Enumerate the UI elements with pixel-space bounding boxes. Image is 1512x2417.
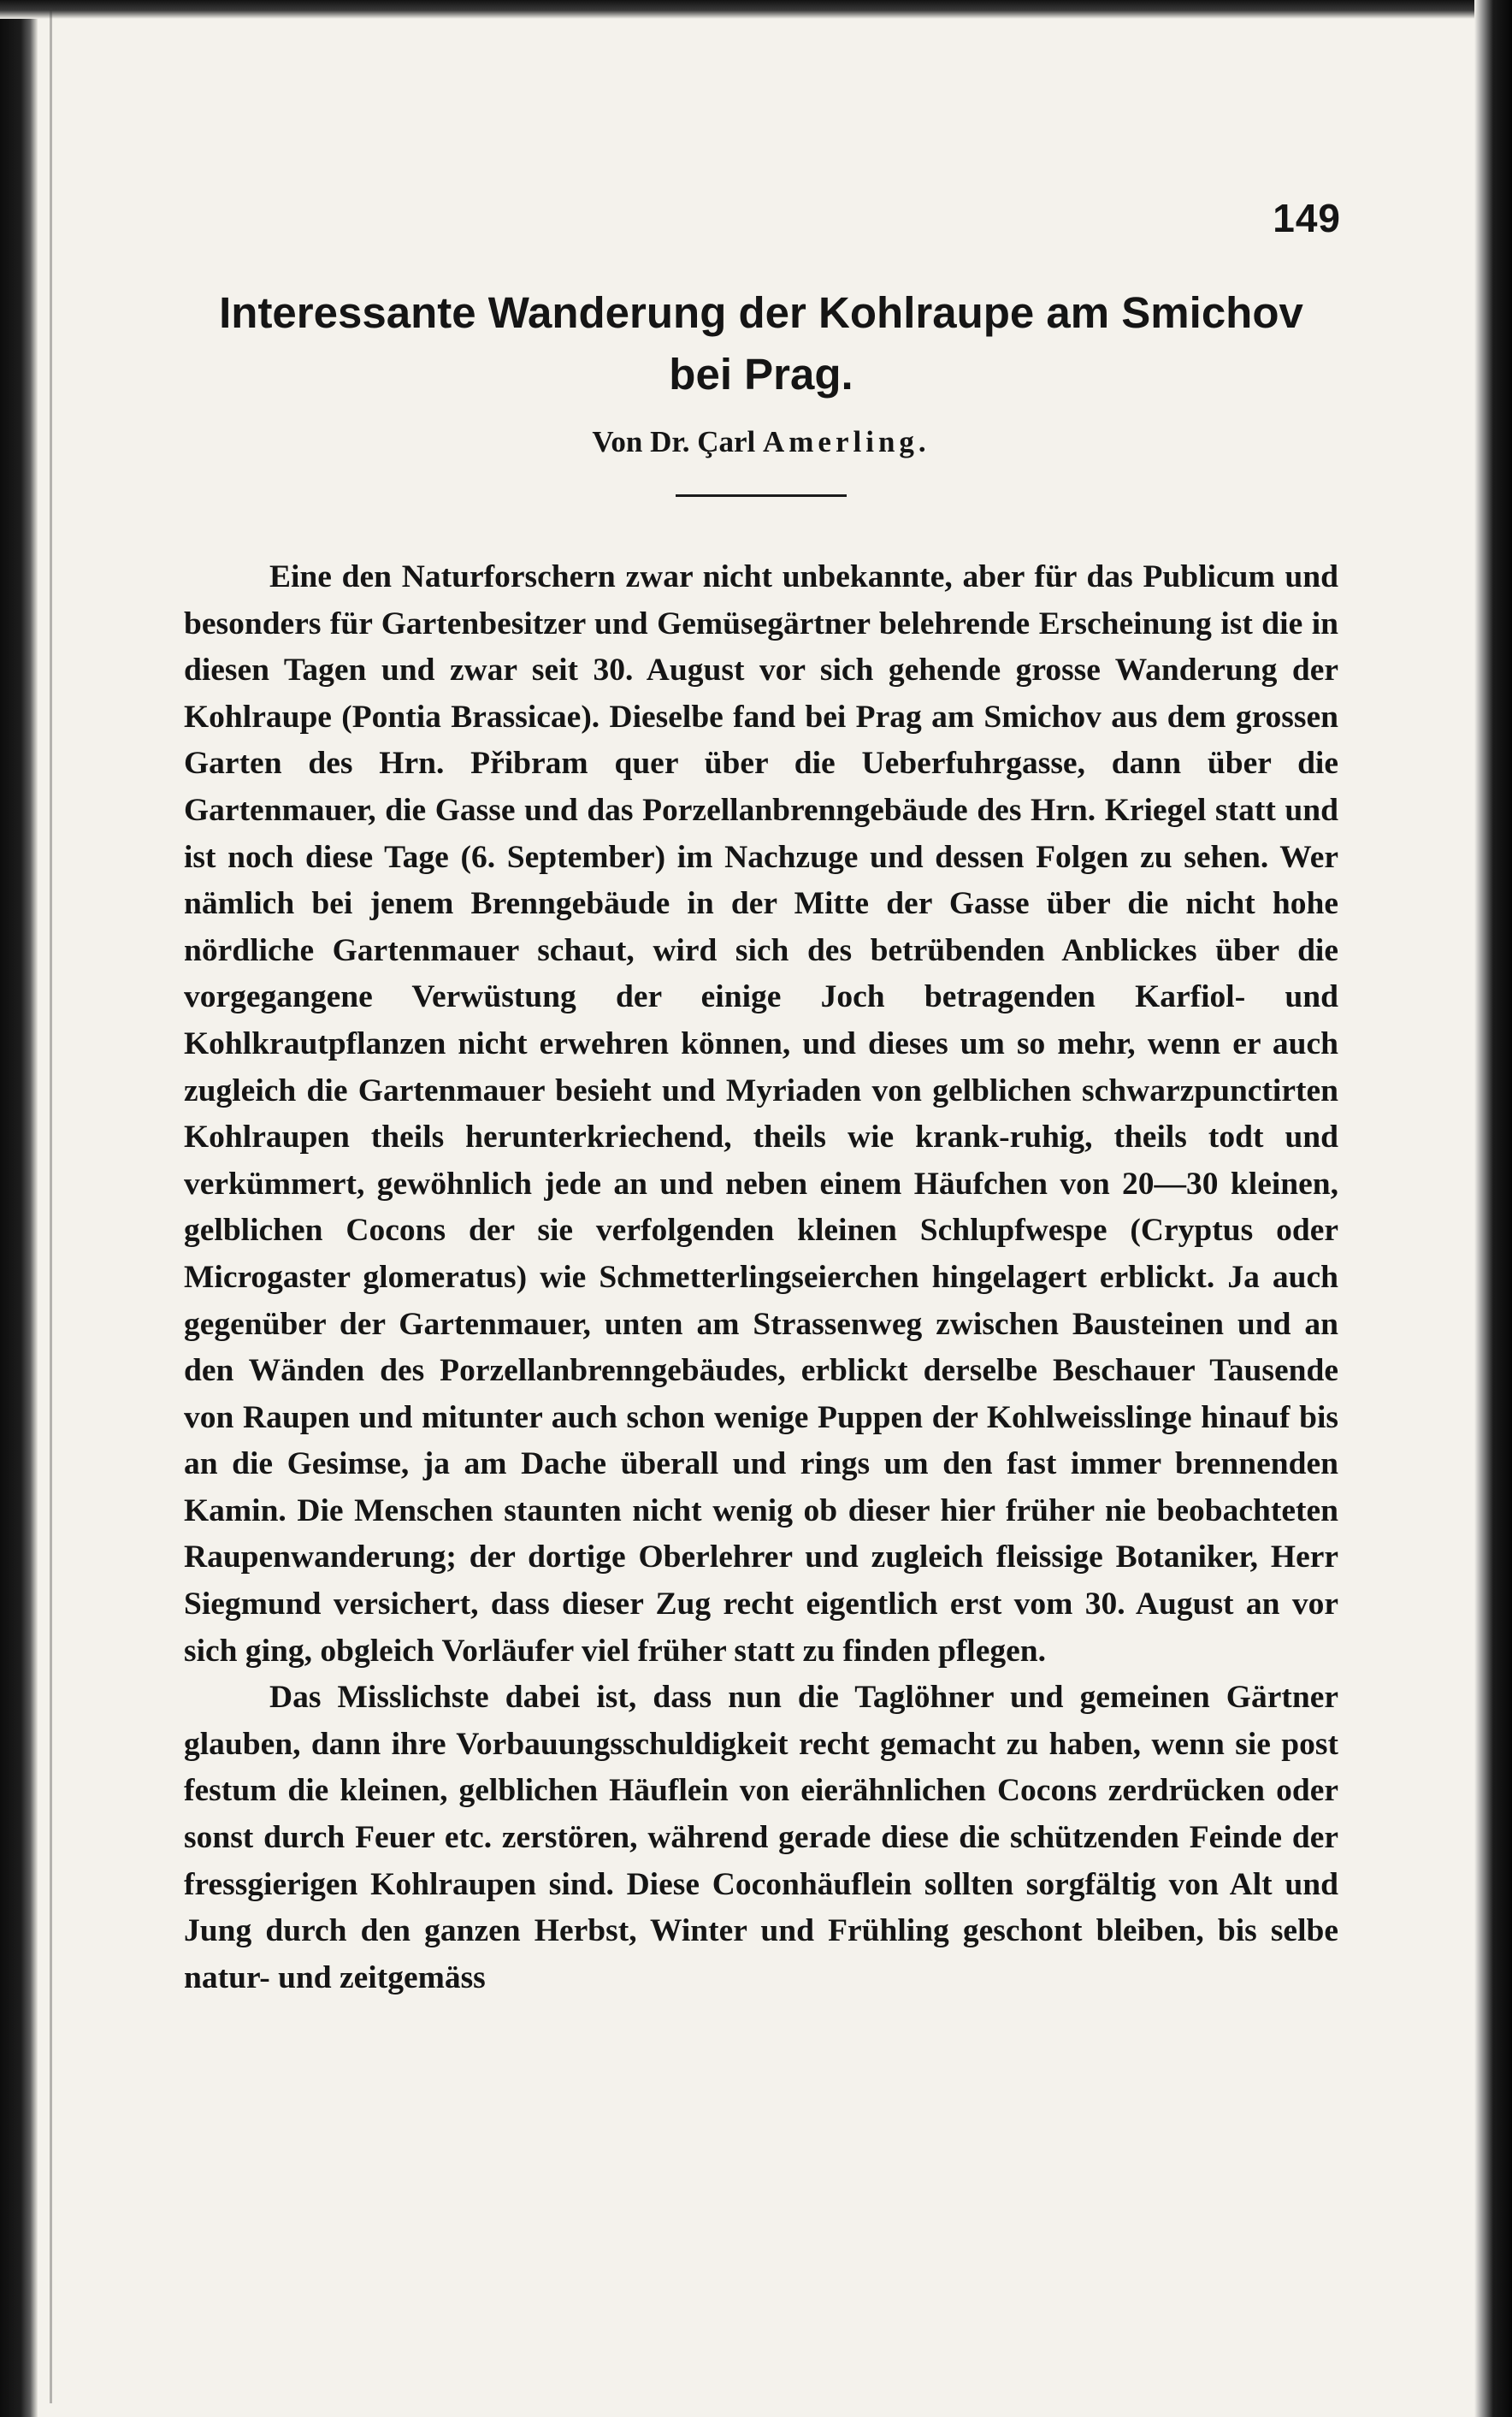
scan-left-edge — [0, 0, 38, 2417]
byline-prefix: Von Dr. Çarl — [592, 425, 756, 458]
page-fold-line — [50, 9, 52, 2403]
title-separator-rule — [676, 494, 847, 497]
paragraph-2: Das Misslichste dabei ist, dass nun die Taglöhner und gemeinen Gärtner glauben, dann ihre Vorbauungsschuldigkeit recht gemacht zu haben, wenn sie post festum die kleinen, gelblichen Häuflein von eierähnlichen Cocons zerdrücken oder sonst durch Feuer etc. zerstören, während gerade diese die schützenden Feinde der fressgierigen Kohlraupen sind. Diese Coconhäuflein sollten sorgfältig von Alt und Jung durch den ganzen Herbst, Winter und Frühling geschont bleiben, bis selbe natur- und zeitgemäss — [184, 1680, 1338, 1995]
scan-right-edge — [1474, 0, 1512, 2417]
author-byline — [184, 425, 1338, 459]
scan-top-edge — [0, 0, 1512, 19]
article-body — [184, 554, 1338, 2001]
paragraph-1: Eine den Naturforschern zwar nicht unbekannte, aber für das Publicum und besonders für Gartenbesitzer und Gemüsegärtner belehrende Erscheinung ist die in diesen Tagen und zwar seit 30. August vor sich gehende grosse Wanderung der Kohlraupe (Pontia Brassicae). Dieselbe fand bei Prag am Smichov aus dem grossen Garten des Hrn. Přibram quer über die Ueberfuhrgasse, dann über die Gartenmauer, die Gasse und das Porzellanbrenngebäude des Hrn. Kriegel statt und ist noch diese Tage (6. September) im Nachzuge und dessen Folgen zu sehen. Wer nämlich bei jenem Brenngebäude in der Mitte der Gasse über die nicht hohe nördliche Gartenmauer schaut, wird sich des betrübenden Anblickes über die vorgegangene Verwüstung der einige Joch betragenden Karfiol- und Kohlkrautpflanzen nicht erwehren können, und dieses um so mehr, wenn er auch zugleich die Gartenmauer besieht und Myriaden von gelblichen schwarzpunctirten Kohlraupen theils herunterkriechend, theils wie krank-ruhig, theils todt und verkümmert, gewöhnlich jede an und neben einem Häufchen von 20—30 kleinen, gelblichen Cocons der sie verfolgenden kleinen Schlupfwespe (Cryptus oder Microgaster glomeratus) wie Schmetterlingseierchen hingelagert erblickt. Ja auch gegenüber der Gartenmauer, unten am Strassenweg zwischen Bausteinen und an den Wänden des Porzellanbrenngebäudes, erblickt derselbe Beschauer Tausende von Raupen und mitunter auch schon wenige Puppen der Kohlweisslinge hinauf bis an die Gesimse, ja am Dache überall und rings um den fast immer brennenden Kamin. Die Menschen staunten nicht wenig ob dieser hier früher nie beobachteten Raupenwanderung; der dortige Oberlehrer und zugleich fleissige Botaniker, Herr Siegmund versichert, dass dieser Zug recht eigentlich erst vom 30. August an vor sich ging, obgleich Vorläufer viel früher statt zu finden pflegen. — [184, 559, 1338, 1669]
page-number: 149 — [1273, 196, 1341, 240]
article-title: Interessante Wanderung der Kohlraupe am Smichov bei Prag. — [219, 288, 1303, 399]
author-name: Amerling. — [763, 425, 930, 458]
